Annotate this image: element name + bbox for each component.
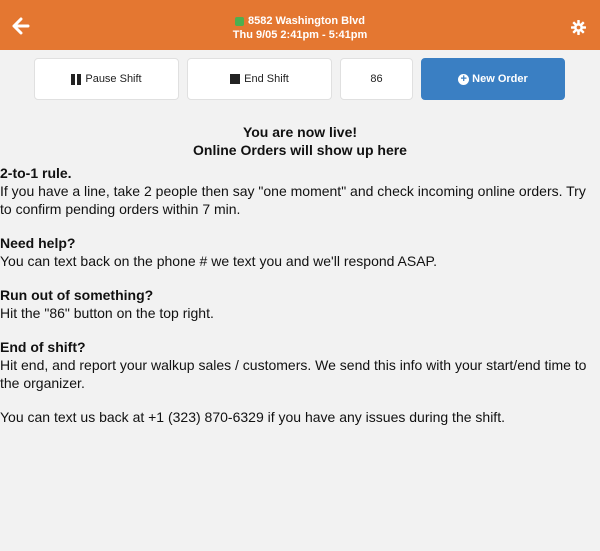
pause-icon	[71, 74, 81, 85]
eighty-six-label: 86	[370, 73, 383, 85]
stop-icon	[230, 74, 240, 84]
section-text: the organizer.	[0, 375, 85, 391]
instruction-section	[0, 164, 600, 218]
plus-circle-icon: +	[458, 74, 469, 85]
instructions	[0, 164, 600, 442]
live-status-icon	[235, 17, 244, 26]
section-text: to confirm pending orders within 7 min.	[0, 201, 241, 217]
section-heading: 2-to-1 rule.	[0, 165, 72, 181]
arrow-left-icon	[12, 17, 30, 35]
app-header	[0, 0, 600, 50]
contact-section	[0, 408, 600, 426]
section-heading: Run out of something?	[0, 287, 154, 303]
shift-info	[150, 14, 450, 42]
shift-time: Thu 9/05 2:41pm - 5:41pm	[232, 29, 368, 41]
back-button[interactable]	[12, 17, 30, 35]
gear-icon	[571, 20, 586, 35]
settings-button[interactable]	[571, 20, 586, 35]
location-name: 8582 Washington Blvd	[248, 15, 365, 27]
section-text: Hit the "86" button on the top right.	[0, 305, 214, 321]
pause-shift-button[interactable]	[34, 58, 179, 100]
live-heading: You are now live!	[242, 124, 358, 140]
new-order-button[interactable]	[421, 58, 565, 100]
eighty-six-button[interactable]	[340, 58, 413, 100]
end-shift-button[interactable]	[187, 58, 332, 100]
instruction-section	[0, 338, 600, 392]
live-subheading: Online Orders will show up here	[193, 142, 407, 158]
section-text: Hit end, and report your walkup sales / customers. We send this info with your start/end time to	[0, 357, 587, 373]
section-text: You can text back on the phone # we text you and we'll respond ASAP.	[0, 253, 437, 269]
instruction-section	[0, 286, 600, 322]
live-status-message	[0, 123, 600, 159]
section-text: If you have a line, take 2 people then say "one moment" and check incoming online orders. Try	[0, 183, 586, 199]
end-shift-label: End Shift	[244, 73, 289, 85]
pause-shift-label: Pause Shift	[85, 73, 142, 85]
contact-note: You can text us back at +1 (323) 870-6329 if you have any issues during the shift.	[0, 409, 505, 425]
new-order-label: New Order	[472, 73, 528, 85]
section-heading: End of shift?	[0, 339, 86, 355]
instruction-section	[0, 234, 600, 270]
section-heading: Need help?	[0, 235, 76, 251]
